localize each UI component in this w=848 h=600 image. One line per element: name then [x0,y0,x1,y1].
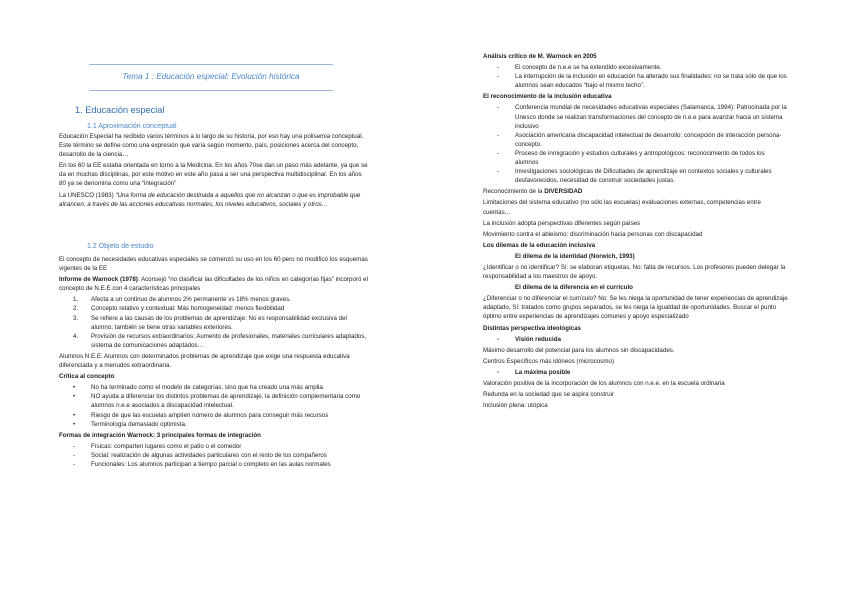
bullet: • [73,384,76,392]
list-item-text: Visión reducida [515,335,561,343]
formas-heading: Formas de integración Warnock: 3 principales formas de integración [59,431,261,439]
analisis-list [483,63,788,90]
paragraph-historia: En los 60 la EE estaba orientada en torno a la Medicina. En los años 70se dan un paso más adelante, ya que se da en muchas disciplinas, por este motivo en este año pasa a ser una perspectiva multidisciplinar. En los años 80 ya se denomina como una “integración” [59,162,368,188]
bullet: • [73,393,76,401]
list-item-text: Riesgo de que las escuelas amplíen número de alumnos para conseguir más recursos [91,411,329,419]
inclusion-adopta-line: La inclusión adopta perspectivas diferentes según países [483,219,641,227]
bullet: - [73,442,76,450]
limitaciones-paragraph: Limitaciones del sistema educativo (no sólo las escuelas) evaluaciones externas, competencias entre cuentas… [483,199,761,216]
warnock-text: : Aconsejó “no clasificar las dificultades de los niños en categorías fijas” incorporó el concepto de N.E.E con 4 características principales [59,276,368,293]
left-body-block-1 [59,132,369,209]
list-number: 3. [73,314,79,322]
dilemas-heading: Los dilemas de la educación inclusiva [483,241,596,249]
redunda-line: Redunda en la sociedad que se aspira construir [483,391,615,399]
right-body-block [483,52,788,410]
list-item-text: Social: realización de algunas actividades particulares con el resto de los compañeros [91,451,327,459]
list-item [483,149,788,167]
critica-list [59,383,369,428]
bullet: - [497,64,500,72]
movimiento-line: Movimiento contra el ableismo: discriminación hacia personas con discapacidad [483,230,703,238]
list-number: 1. [73,296,79,304]
list-item-text: Funcionales: Los alumnos participan a tiempo parcial o completo en las aulas normales [91,460,331,468]
dilema-diferencia-heading: El dilema de la diferencia en el currículo [515,284,633,292]
bullet: - [497,368,500,376]
warnock-title: Informe de Warnock (1978) [59,276,138,284]
bullet: - [497,335,500,343]
list-item [59,442,369,451]
maxima-list [483,368,788,377]
list-item-text: Provisión de recursos extraordinarios: Aumento de profesionales, materiales curriculares adaptados, sistema de comunicaciones adaptados… [91,332,367,349]
diversidad-line: Reconocimiento de la DIVERSIDAD [483,188,583,196]
unesco-lead: La UNESCO (1983) [59,191,116,199]
list-item-text: Proceso de inmigración y estudios culturales y antropológicos: reconocimiento de todos los alumnos [515,149,765,167]
list-item-text: Afecta a un continuo de alumnos 2% permanente vs 18% menos graves. [91,296,291,304]
vision-list [483,335,788,344]
bullet: - [497,104,500,112]
list-item [59,332,369,350]
list-item [483,335,788,344]
list-item-text: Terminología demasiado optimista. [91,420,187,428]
list-item [59,304,369,313]
list-item [483,72,788,90]
centros-line: Centros Específicos más idóneos (microcosmo) [483,357,615,365]
list-item-text: Asociación americana discapacidad intelectual de desarrollo: concepción de interacción persona-concepto. [515,131,782,148]
document-title: Tema 1 : Educación especial: Evolución histórica [122,72,300,81]
list-item [483,63,788,72]
inclusion-plena-line: Inclusión plena: utópica [483,402,548,410]
analisis-heading: Análisis crítico de M. Warnock en 2005 [483,53,597,60]
critica-heading: Crítica al concepto [59,373,115,381]
list-item-text: Conferencia mundial de necesidades educativas especiales (Salamanca, 1994): Patrocinada por la Unesco donde se realizan transformaciones del concepto de n.e.e para avanzar hacia un sistema inclusivo [515,104,787,130]
list-item [483,167,788,185]
unesco-quote: “Una forma de educación destinada a aquellos que no alcanzan o que es improbable que alcancen, a través de las acciones educativas normales, los niveles educativos, sociales y otros… [59,191,361,208]
bullet: - [497,73,500,81]
section-heading-1: 1. Educación especial [75,105,165,115]
bullet: - [73,460,76,468]
list-number: 4. [73,332,79,340]
paragraph-warnock [59,275,369,293]
list-item [483,131,788,149]
bullet: • [73,420,76,428]
list-item-text: Se refiere a las causas de los problemas de aprendizaje: No es responsabilidad exclusiva del alumno, también se tiene otras variables exteriores. [91,314,347,331]
paragraph-alumnos-nee: Alumnos N.E.E: Alumnos con determinados problemas de aprendizaje que exige una respuesta educativa diferenciada y a menudos extraordinaria. [59,352,350,370]
paragraph-nee-concept: El concepto de necesidades educativas especiales se comenzó su uso en los 60 pero no modificó los esquemas vigentes de la EE [59,256,368,273]
subsection-heading-1-2: 1.2 Objeto de estudio [87,243,154,250]
list-item [59,451,369,460]
list-item [483,368,788,377]
list-item-text: Físicas: comparten lugares como el patio o el comedor [91,442,242,450]
list-item [59,392,369,410]
title-rule-top [89,64,333,65]
bullet: - [497,149,500,157]
perspectiva-heading: Distintas perspectiva ideológicas [483,324,582,332]
identidad-paragraph: ¿Identificar o no identificar? Sí: se elaboran etiquetas, No: falta de recursos. Los profesores pueden delegar la responsabilidad a los maestros de apoyo. [483,263,786,281]
list-item [59,460,369,469]
diversidad-bold: DIVERSIDAD [544,188,583,196]
list-item [59,383,369,392]
dilema-identidad-heading: El dilema de la identidad (Norwich, 1993) [515,252,635,260]
formas-list [59,442,369,469]
list-item-text: NO ayuda a diferenciar los distintos problemas de aprendizaje, la definición complementaria como alumnos n.e.e asociados a discapacidad intelectual. [91,393,361,410]
bullet: - [73,451,76,459]
list-number: 2. [73,305,79,313]
bullet: • [73,411,76,419]
subsection-heading-1-1: 1.1 Aproximación conceptual [87,123,177,130]
bullet: - [497,131,500,139]
list-item-text: No ha terminado como el modelo de categorías, sino que ha creado una más amplia. [91,384,325,392]
maximo-desarrollo-line: Máximo desarrollo del potencial para los alumnos sin discapacidades. [483,346,675,354]
list-item-text: El concepto de n.e.e se ha extendido excesivamente. [515,64,662,72]
bullet: - [497,168,500,176]
list-item [59,295,369,304]
diferencia-paragraph: ¿Diferenciar o no diferenciar el currículo? No: Se les niega la oportunidad de tener experiencias de aprendizaje adaptado, Sí: tratados como grupos separados, se les niega la igualdad de oportunidades. Buscar el punto óptimo entre experiencias de aprendizajes comunes y apoyo especializado [483,295,788,321]
list-item [59,411,369,420]
paragraph-unesco [59,191,369,209]
reconocimiento-heading: El reconocimiento de la inclusión educativa [483,93,612,101]
valoracion-line: Valoración positiva de la incorporación de los alumnos con n.e.e. en la escuela ordinaria [483,380,725,387]
list-item [59,314,369,332]
list-item-text: Concepto relativo y contextual: Más homogeneidad: menos flexibilidad [91,305,285,313]
list-item-text: La interrupción de la inclusión en educación ha alterado sus finalidades: no se trata sólo de que los alumnos sean educados “bajo el mismo techo”. [515,73,787,90]
left-body-block-2 [59,255,369,469]
paragraph-polisemia: Educación Especial ha recibido varios términos a lo largo de su historia, por eso hay una polisemia conceptual. Este término se define como una expresión que varía según momento, país, posiciones acerca del concepto, desarrollo de la ciencia… [59,133,364,159]
list-item [483,103,788,130]
list-item-text: La máxima posible [515,368,571,376]
list-item-text: Investigaciones sociológicas de Dificultades de aprendizaje en contextos sociales y culturales desfavorecidos, necesidad de construir sociedades justas. [515,168,772,185]
reconocimiento-list [483,103,788,185]
title-rule-bottom [89,90,333,91]
warnock-list [59,295,369,350]
list-item [59,420,369,429]
